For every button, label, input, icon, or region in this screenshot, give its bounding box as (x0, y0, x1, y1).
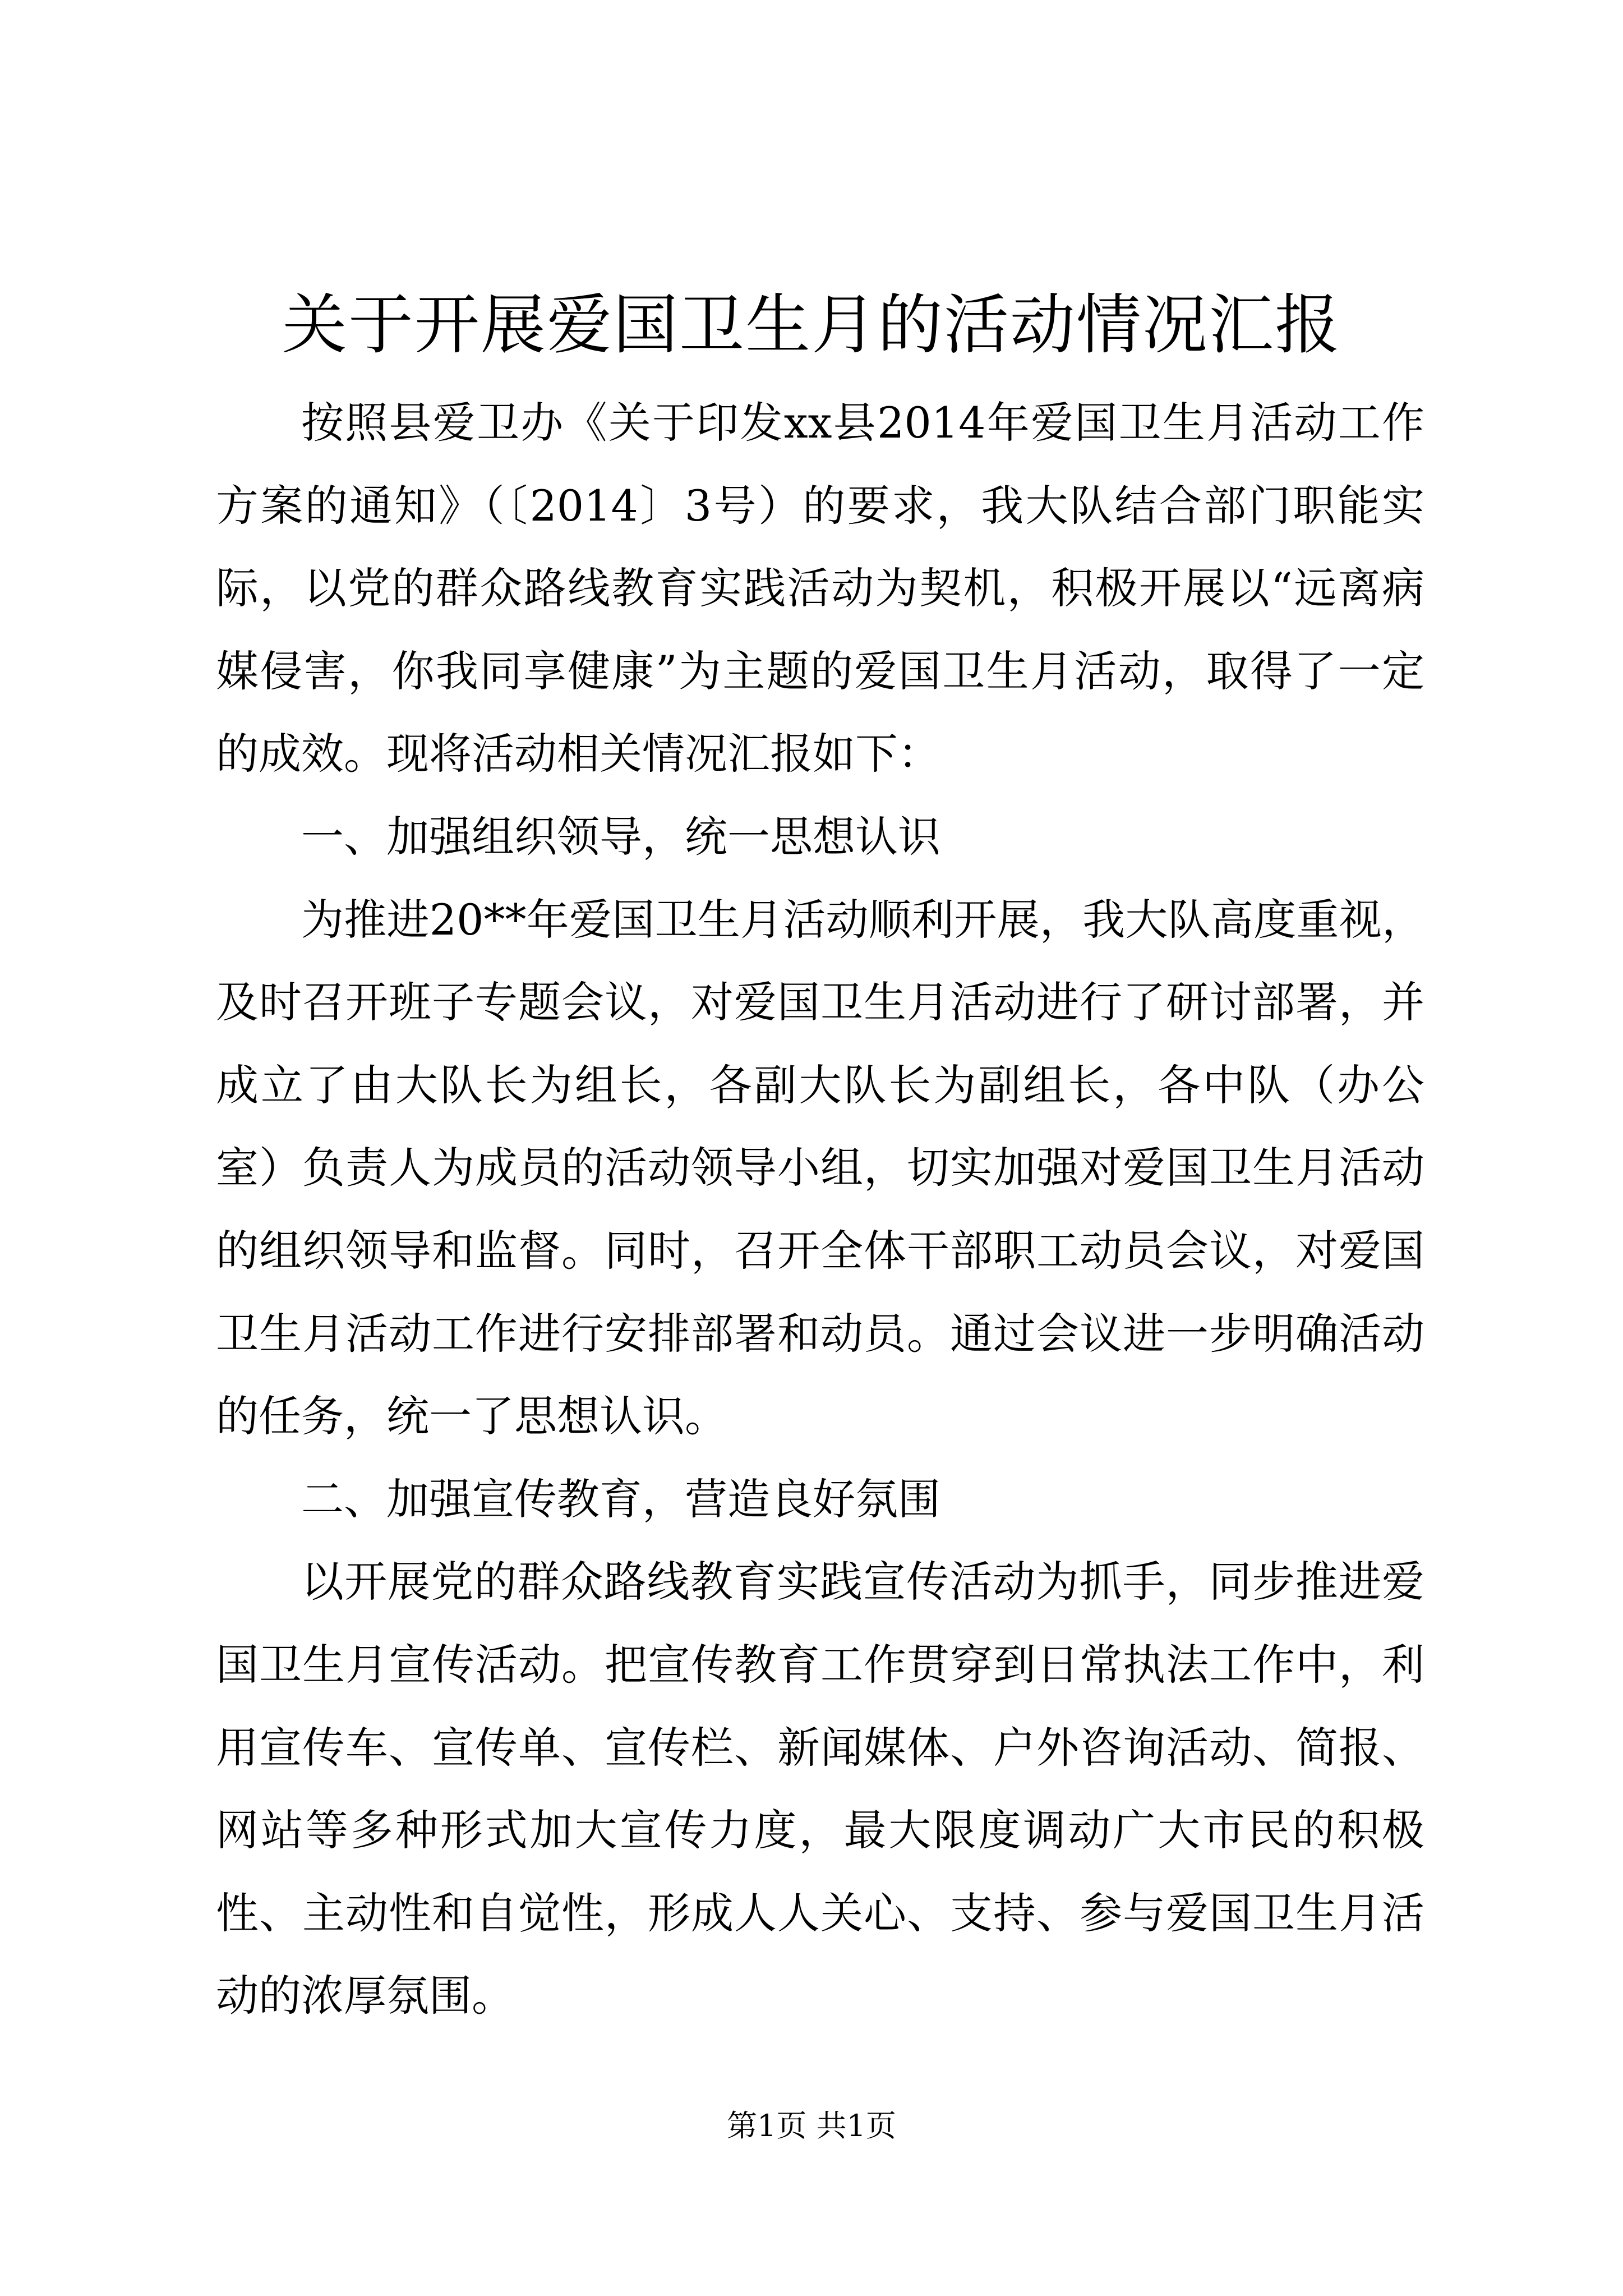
paragraph-section-2: 以开展党的群众路线教育实践宣传活动为抓手，同步推进爱国卫生月宣传活动。把宣传教育工作贯穿到日常执法工作中，利用宣传车、宣传单、宣传栏、新闻媒体、户外咨询活动、简报、网站等多种形式加大宣传力度，最大限度调动广大市民的积极性、主动性和自觉性，形成人人关心、支持、参与爱国卫生月活动的浓厚氛围。 (216, 1557, 1424, 2021)
section-heading-2: 二、加强宣传教育，营造良好氛围 (301, 1474, 940, 1524)
paragraph-section-1: 为推进20**年爱国卫生月活动顺利开展，我大队高度重视，及时召开班子专题会议，对爱国卫生月活动进行了研讨部署，并成立了由大队长为组长，各副大队长为副组长，各中队（办公室）负责人为成员的活动领导小组，切实加强对爱国卫生月活动的组织领导和监督。同时，召开全体干部职工动员会议，对爱国卫生月活动工作进行安排部署和动员。通过会议进一步明确活动的任务，统一了思想认识。 (216, 894, 1424, 1442)
paragraph-intro: 按照县爱卫办《关于印发xx县2014年爱国卫生月活动工作方案的通知》（〔2014〕3号）的要求，我大队结合部门职能实际，以党的群众路线教育实践活动为契机，积极开展以“远离病媒侵害，你我同享健康”为主题的爱国卫生月活动，取得了一定的成效。现将活动相关情况汇报如下： (216, 398, 1424, 779)
section-heading-1: 一、加强组织领导，统一思想认识 (301, 811, 940, 862)
page-number-footer: 第1页 共1页 (727, 2108, 896, 2143)
document-body (216, 381, 1424, 2037)
document-title: 关于开展爱国卫生月的活动情况汇报 (282, 287, 1341, 363)
